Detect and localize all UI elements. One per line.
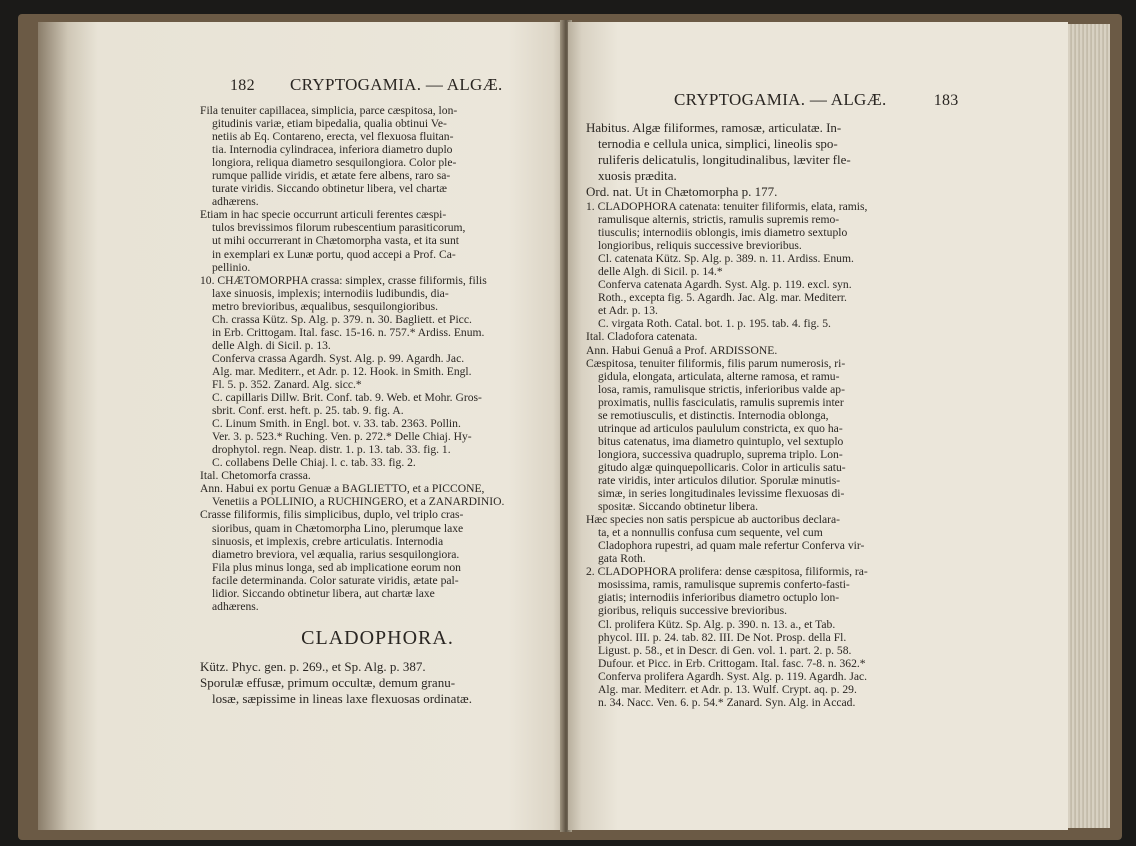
text-line: Conferva prolifera Agardh. Syst. Alg. p. 119. Agardh. Jac. (598, 669, 868, 683)
text-line: 10. CHÆTOMORPHA crassa: simplex, crasse filiformis, filis (200, 273, 487, 287)
text-line: xuosis prædita. (598, 168, 677, 183)
text-line: utrinque ad articulos paululum constricta, ex quo ha- (598, 421, 843, 435)
left-text-block-1 (200, 104, 555, 613)
text-line: mosissima, ramis, ramulisque supremis conferto-fasti- (598, 578, 850, 592)
text-line: longiora, successiva quadruplo, suprema triplo. Lon- (598, 447, 843, 461)
text-line: Kütz. Phyc. gen. p. 269., et Sp. Alg. p. 387. (200, 658, 426, 674)
text-line: gioribus, reliquis successive brevioribus. (598, 604, 788, 618)
text-line: sbrit. Conf. erst. heft. p. 25. tab. 9. fig. A. (212, 404, 404, 418)
text-line: in Erb. Crittogam. Ital. fasc. 15-16. n. 757.* Ardiss. Enum. (212, 325, 485, 339)
text-line: Alg. mar. Mediterr., et Adr. p. 12. Hook. in Smith. Engl. (212, 364, 472, 378)
text-line: metro brevioribus, æqualibus, sesquilongioribus. (212, 299, 439, 313)
text-line: lidior. Siccando obtinetur libera, aut chartæ laxe (212, 586, 435, 600)
text-line: Sporulæ effusæ, primum occultæ, demum granu- (200, 674, 456, 690)
text-line: facile determinanda. Color saturate viridis, ætate pal- (212, 573, 459, 587)
text-line: proximatis, nullis fasciculatis, ramulis supremis inter (598, 395, 844, 409)
text-line: gata Roth. (598, 552, 646, 566)
text-line: diametro breviora, vel æqualia, rarius sesquilongiora. (212, 547, 460, 561)
text-line: Venetiis a POLLINIO, a RUCHINGERO, et a ZANARDINIO. (212, 495, 505, 509)
text-line: adhærens. (212, 599, 259, 613)
text-line: Ligust. p. 58., et in Descr. di Gen. vol. 1. part. 2. p. 58. (598, 643, 852, 657)
text-line: Alg. mar. Mediterr. et Adr. p. 13. Wulf. Crypt. aq. p. 29. (598, 682, 857, 696)
text-line: losa, ramis, ramulisque strictis, inferioribus valde ap- (598, 382, 845, 396)
text-line: Conferva catenata Agardh. Syst. Alg. p. 119. excl. syn. (598, 278, 852, 292)
left-running-head: CRYPTOGAMIA. — ALGÆ. (290, 75, 503, 94)
text-line: Ord. nat. Ut in Chætomorpha p. 177. (586, 184, 778, 199)
text-line: rumque pallide viridis, et ætate fere albens, raro sa- (212, 169, 451, 183)
text-line: delle Algh. di Sicil. p. 13. (212, 338, 331, 352)
text-line: drophytol. regn. Neap. distr. 1. p. 13. tab. 33. fig. 1. (212, 443, 451, 457)
text-line: giatis; internodiis inferioribus diametro octuplo lon- (598, 591, 840, 605)
text-line: gitudo algæ quinquepollicaris. Color in articulis satu- (598, 460, 846, 474)
text-line: Ver. 3. p. 523.* Ruching. Ven. p. 272.* Delle Chiaj. Hy- (212, 430, 472, 444)
text-line: longioribus, reliquis successive brevioribus. (598, 239, 802, 253)
text-line: se remotiusculis, et distinctis. Internodia oblonga, (598, 408, 829, 422)
text-line: Hæc species non satis perspicue ab auctoribus declara- (586, 513, 841, 527)
text-line: delle Algh. di Sicil. p. 14.* (598, 265, 723, 279)
text-line: sinuosis, et implexis, crebre articulatis. Internodia (212, 534, 444, 548)
right-page-number: 183 (933, 92, 959, 109)
text-line: C. virgata Roth. Catal. bot. 1. p. 195. tab. 4. fig. 5. (598, 317, 831, 331)
left-page (38, 22, 566, 830)
text-line: Dufour. et Picc. in Erb. Crittogam. Ital. fasc. 7-8. n. 362.* (598, 656, 866, 670)
text-line: Ital. Cladofora catenata. (586, 330, 698, 344)
text-line: Conferva crassa Agardh. Syst. Alg. p. 99. Agardh. Jac. (212, 351, 465, 365)
text-line: gitudinis variæ, etiam bipedalia, qualia obtinui Ve- (212, 117, 447, 131)
left-text-block-2 (200, 659, 555, 707)
text-line: C. capillaris Dillw. Brit. Conf. tab. 9. Web. et Mohr. Gros- (212, 391, 482, 405)
right-page (568, 22, 1068, 830)
text-line: Fila tenuiter capillacea, simplicia, parce cæspitosa, lon- (200, 104, 458, 117)
text-line: adhærens. (212, 195, 259, 209)
text-line: bitus catenatus, ima diametro quintuplo, vel sextuplo (598, 434, 844, 448)
text-line: Cladophora rupestri, ad quam male refertur Conferva vir- (598, 539, 865, 553)
text-line: Cl. prolifera Kütz. Sp. Alg. p. 390. n. 13. a., et Tab. (598, 617, 836, 631)
text-line: ternodia e cellula unica, simplici, lineolis spo- (598, 136, 838, 151)
text-line: simæ, in series longitudinales levissime flexuosas di- (598, 487, 845, 501)
text-line: ta, et a nonnullis confusa cum sequente, vel cum (598, 526, 823, 540)
text-line: n. 34. Nacc. Ven. 6. p. 54.* Zanard. Syn. Alg. in Accad. (598, 695, 856, 709)
section-title: CLADOPHORA. (301, 626, 454, 649)
text-line: C. Linum Smith. in Engl. bot. v. 33. tab. 2363. Pollin. (212, 417, 461, 431)
text-line: spositæ. Siccando obtinetur libera. (598, 500, 759, 514)
right-running-head: CRYPTOGAMIA. — ALGÆ. (674, 90, 887, 109)
page-edges (1068, 24, 1110, 828)
left-page-number: 182 (230, 77, 255, 94)
text-line: tiusculis; internodiis oblongis, imis diametro sextuplo (598, 226, 848, 240)
text-line: longiora, reliqua diametro sesquilongiora. Color ple- (212, 156, 457, 170)
text-line: tulos brevissimos filorum rubescentium parasiticorum, (212, 221, 466, 235)
text-line: netiis ab Eq. Contareno, erecta, vel flexuosa fluitan- (212, 130, 454, 144)
text-line: et Adr. p. 13. (598, 304, 658, 318)
text-line: C. collabens Delle Chiaj. l. c. tab. 33. fig. 2. (212, 456, 416, 470)
left-page-text (200, 104, 555, 707)
text-line: sioribus, quam in Chætomorpha Lino, plerumque laxe (212, 521, 464, 535)
right-page-header (674, 90, 959, 110)
text-line: gidula, elongata, articulata, alterne ramosa, et ramu- (598, 369, 840, 383)
right-page-text (586, 120, 956, 709)
text-line: ut mihi occurrerant in Chætomorpha vasta, et ita sunt (212, 234, 459, 248)
text-line: Roth., excepta fig. 5. Agardh. Jac. Alg. mar. Mediterr. (598, 291, 847, 305)
text-line: Ch. crassa Kütz. Sp. Alg. p. 379. n. 30. Bagliett. et Picc. (212, 312, 472, 326)
text-line: in exemplari ex Lunæ portu, quod accepi a Prof. Ca- (212, 247, 456, 261)
text-line: Fila plus minus longa, sed ab implicatione eorum non (212, 560, 461, 574)
text-line: Crasse filiformis, filis simplicibus, duplo, vel triplo cras- (200, 508, 464, 522)
left-page-header (230, 75, 503, 95)
text-line: Fl. 5. p. 352. Zanard. Alg. sicc.* (212, 377, 362, 391)
text-line: Ann. Habui ex portu Genuæ a BAGLIETTO, et a PICCONE, (200, 482, 485, 496)
text-line: Ital. Chetomorfa crassa. (200, 469, 311, 483)
text-line: rate viridis, inter articulos dilutior. Sporulæ minutis- (598, 473, 841, 487)
text-line: ramulisque alternis, strictis, ramulis supremis remo- (598, 213, 840, 227)
text-line: Cl. catenata Kütz. Sp. Alg. p. 389. n. 11. Ardiss. Enum. (598, 252, 854, 266)
text-line: Habitus. Algæ filiformes, ramosæ, articulatæ. In- (586, 120, 842, 135)
text-line: Etiam in hac specie occurrunt articuli ferentes cæspi- (200, 208, 447, 222)
text-line: laxe sinuosis, implexis; internodiis ludibundis, dia- (212, 286, 449, 300)
text-line: turate viridis. Siccando obtinetur libera, vel chartæ (212, 182, 448, 196)
text-line: 2. CLADOPHORA prolifera: dense cæspitosa, filiformis, ra- (586, 565, 868, 579)
text-line: Ann. Habui Genuâ a Prof. ARDISSONE. (586, 343, 778, 357)
text-line: losæ, sæpissime in lineas laxe flexuosas ordinatæ. (212, 690, 472, 706)
text-line: tia. Internodia cylindracea, inferiora diametro duplo (212, 143, 453, 157)
text-line: 1. CLADOPHORA catenata: tenuiter filiformis, elata, ramis, (586, 200, 868, 213)
text-line: phycol. III. p. 24. tab. 82. III. De Not. Prosp. della Fl. (598, 630, 847, 644)
text-line: Cæspitosa, tenuiter filiformis, filis parum numerosis, ri- (586, 356, 846, 370)
text-line: pellinio. (212, 260, 251, 274)
text-line: ruliferis delicatulis, longitudinalibus, læviter fle- (598, 152, 851, 167)
